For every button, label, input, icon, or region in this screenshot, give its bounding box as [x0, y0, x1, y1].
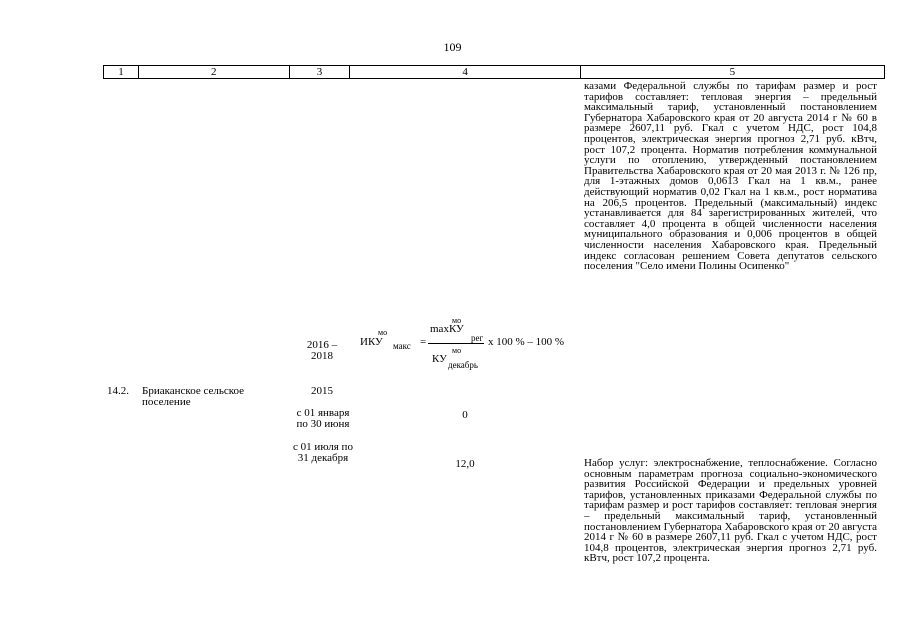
- formula-numerator: maxКУ: [430, 323, 464, 335]
- header-col-1: 1: [104, 66, 139, 78]
- formula-period: 2016 – 2018: [306, 339, 338, 362]
- formula-lhs: ИКУ: [360, 336, 383, 348]
- table-header-row: [103, 65, 885, 79]
- formula-num-sub: рег: [471, 333, 484, 343]
- index-formula: [360, 316, 582, 376]
- header-col-3: 3: [290, 66, 351, 78]
- header-col-4: 4: [350, 66, 580, 78]
- header-col-5: 5: [729, 66, 736, 78]
- formula-denominator: КУ: [432, 353, 447, 365]
- section-period-2: с 01 июля по 31 декабря: [293, 441, 353, 464]
- formula-tail: x 100 % – 100 %: [488, 336, 565, 348]
- section-period-1: с 01 января по 30 июня: [296, 407, 350, 430]
- formula-num-sup: мо: [452, 316, 462, 325]
- section-year: 2015: [311, 385, 333, 397]
- formula-den-sup: мо: [452, 346, 462, 355]
- services-text: Набор услуг: электроснабжение, теплоснабжение. Согласно основным параметрам прогноза социально-экономического развития Российской Федерации и предельных уровней тарифов, установленных приказами Федеральной службы по тарифам размер и рост тарифов составляет: тепловая энергия – предельный максимальный тариф, установленный постановлением Губернатора Хабаровского края от 20 августа 2014 г № 60 в размере 2607,11 руб. Гкал с учетом НДС, рост 104,8 процентов, электрическая энергия прогноз 2,71 руб. кВтч, рост 107,2 процента.: [584, 457, 877, 565]
- continuation-text: казами Федеральной службы по тарифам размер и рост тарифов составляет: тепловая энергия – предельный максимальный тариф, установленный постановлением Губернатора Хабаровского края от 20 августа 2014 г № 60 в размере 2607,11 руб. Гкал с учетом НДС, рост 104,8 процентов, электрическая энергия прогноз 2,71 руб. кВтч, рост 107,2 процента. Норматив потребления коммунальной услуги по отоплению, утвержденный постановлением Правительства Хабаровского края от 20 мая 2013 г. № 126 пр, для 1-этажных домов 0,0613 Гкал на 1 кв.м., ранее действующий норматив 0,02 Гкал на 1 кв.м., рост норматива на 206,5 процентов. Предельный (максимальный) индекс устанавливается для 84 зарегистрированных жителей, что составляет 4,0 процента в общей численности населения муниципального образования и 0,006 процентов в общей численности населения Хабаровского края. Предельный индекс согласован решением Совета депутатов сельского поселения "Село имени Полины Осипенко": [584, 80, 877, 273]
- section-value-1: 0: [462, 409, 468, 421]
- section-name: Бриаканское сельское поселение: [142, 385, 245, 408]
- formula-lhs-sup: мо: [378, 328, 388, 337]
- formula-den-sub: декабрь: [448, 360, 478, 370]
- header-col-2: 2: [139, 66, 290, 78]
- section-number: 14.2.: [107, 385, 129, 397]
- formula-equals: =: [420, 336, 427, 348]
- section-value-2: 12,0: [455, 458, 475, 470]
- page-number: 109: [443, 40, 462, 54]
- fraction-line: [428, 343, 484, 344]
- formula-lhs-sub: макс: [393, 341, 411, 351]
